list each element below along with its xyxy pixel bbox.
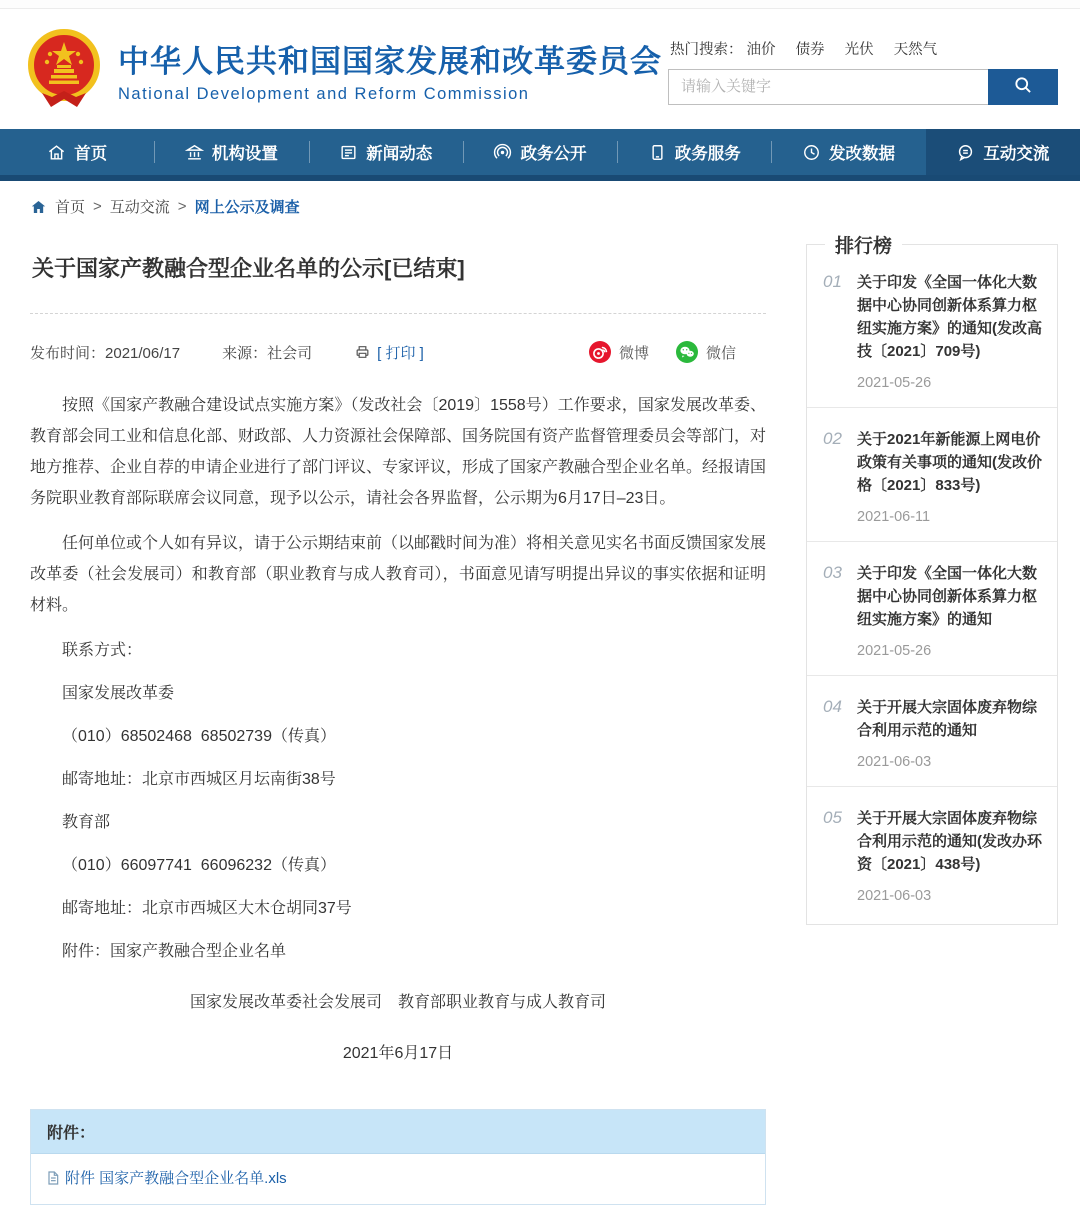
ranking-number: 05 <box>823 808 842 827</box>
print-button[interactable] <box>354 342 424 363</box>
home-icon <box>47 143 66 162</box>
nav-item-data[interactable] <box>771 129 925 175</box>
signature: 国家发展改革委社会发展司 教育部职业教育与成人教育司 <box>189 994 606 1011</box>
print-label: [ 打印 ] <box>377 344 424 362</box>
hot-search-term-bonds[interactable]: 债券 <box>795 41 825 58</box>
share-wechat-label: 微信 <box>705 344 736 362</box>
breadcrumb <box>0 181 1080 230</box>
attachment-box <box>30 1109 766 1205</box>
ranking-item-2[interactable] <box>807 408 1057 542</box>
source-value: 社会司 <box>267 344 313 362</box>
ranking-number: 02 <box>823 429 842 448</box>
nav-label: 发改数据 <box>829 145 896 163</box>
search-bar <box>668 69 1058 105</box>
article-paragraph: 按照《国家产教融合建设试点实施方案》（发改社会〔2019〕1558号）工作要求，国家发展改革委、教育部会同工业和信息化部、财政部、人力资源社会保障部、国务院国有资产监督管理委员会等部门，对地方推荐、企业自荐的申请企业进行了部门评议、专家评议，形成了国家产教融合型企业名单。经报请国务院职业教育部际联席会议同意，现予以公示，请社会各界监督，公示期为6月17日–23日。 <box>30 397 767 507</box>
site-header <box>0 9 1080 129</box>
main-navigation <box>0 129 1080 181</box>
hot-search-bar <box>670 38 1058 59</box>
source <box>222 342 312 363</box>
article-title: 关于国家产教融合型企业名单的公示[已结束] <box>32 256 465 281</box>
ranking-item-date: 2021-05-26 <box>857 375 932 391</box>
weibo-icon <box>588 340 612 364</box>
ranking-item-title[interactable]: 关于印发《全国一体化大数据中心协同创新体系算力枢纽实施方案》的通知(发改高技〔2021〕709号) <box>857 274 1042 360</box>
nav-item-organization[interactable] <box>154 129 308 175</box>
attachment-file-link[interactable] <box>45 1167 287 1188</box>
ranking-box <box>806 236 1058 925</box>
site-title-cn: 中华人民共和国国家发展和改革委员会 <box>118 44 662 79</box>
institution-icon <box>185 143 204 162</box>
ranking-sidebar <box>806 230 1058 1227</box>
breadcrumb-separator: > <box>177 198 187 215</box>
ranking-item-date: 2021-06-03 <box>857 754 932 770</box>
article-body <box>30 390 766 1069</box>
title-separator <box>30 313 766 314</box>
nav-label: 新闻动态 <box>366 145 433 163</box>
ranking-item-title[interactable]: 关于印发《全国一体化大数据中心协同创新体系算力枢纽实施方案》的通知 <box>857 565 1038 628</box>
chat-icon <box>956 143 975 162</box>
nav-label: 机构设置 <box>211 145 278 163</box>
breadcrumb-separator: > <box>93 198 102 215</box>
source-label: 来源： <box>222 344 268 362</box>
share-weibo-label: 微博 <box>618 344 649 362</box>
ranking-item-title[interactable]: 关于2021年新能源上网电价政策有关事项的通知(发改价格〔2021〕833号) <box>857 431 1042 494</box>
nav-item-home[interactable] <box>0 129 154 175</box>
ranking-item-date: 2021-05-26 <box>857 643 932 659</box>
share-weibo-button[interactable] <box>588 340 649 364</box>
news-icon <box>339 143 358 162</box>
publish-label: 发布时间： <box>30 344 106 362</box>
nav-item-interaction[interactable] <box>926 129 1080 175</box>
article-paragraph: 任何单位或个人如有异议，请于公示期结束前（以邮戳时间为准）将相关意见实名书面反馈国家发展改革委（社会发展司）和教育部（职业教育与成人教育司），书面意见请写明提出异议的事实依据和证明材料。 <box>30 535 767 614</box>
contact-line: 教育部 <box>62 814 111 831</box>
contact-line: 联系方式： <box>62 642 143 659</box>
contact-line: 邮寄地址：北京市西城区月坛南街38号 <box>62 771 336 788</box>
search-input[interactable] <box>668 69 988 105</box>
page-top-strip <box>0 0 1080 9</box>
contact-line: 国家发展改革委 <box>62 685 175 702</box>
ranking-number: 01 <box>823 272 842 291</box>
search-button[interactable] <box>988 69 1058 105</box>
header-search-area <box>668 36 1058 105</box>
file-icon <box>45 1170 61 1186</box>
ranking-title: 排行榜 <box>825 231 902 258</box>
sign-date: 2021年6月17日 <box>342 1045 454 1062</box>
contact-line: （010）66097741 66096232（传真） <box>62 857 336 874</box>
breadcrumb-home[interactable]: 首页 <box>55 199 86 216</box>
nav-item-services[interactable] <box>617 129 771 175</box>
home-icon <box>30 199 47 215</box>
hot-search-label: 热门搜索： <box>670 41 743 58</box>
breadcrumb-current[interactable]: 网上公示及调查 <box>194 199 300 216</box>
article-meta <box>30 340 766 364</box>
attachment-file-name: 附件 国家产教融合型企业名单.xls <box>65 1170 287 1187</box>
share-wechat-button[interactable] <box>675 340 736 364</box>
nav-label: 首页 <box>74 145 108 163</box>
ranking-item-1[interactable] <box>807 251 1057 408</box>
main-area <box>0 230 1080 1227</box>
contact-line: 邮寄地址：北京市西城区大木仓胡同37号 <box>62 900 352 917</box>
clock-icon <box>802 143 821 162</box>
search-icon <box>1013 75 1033 98</box>
ranking-item-title[interactable]: 关于开展大宗固体废弃物综合利用示范的通知(发改办环资〔2021〕438号) <box>857 810 1042 873</box>
national-emblem-logo <box>24 27 104 113</box>
ranking-number: 03 <box>823 563 842 582</box>
wechat-icon <box>675 340 699 364</box>
hot-search-term-pv[interactable]: 光伏 <box>844 41 874 58</box>
site-title-en: National Development and Reform Commission <box>118 85 530 103</box>
nav-label: 政务服务 <box>674 145 741 163</box>
ranking-item-5[interactable] <box>807 787 1057 920</box>
publish-date: 2021/06/17 <box>105 344 181 362</box>
breadcrumb-interaction[interactable]: 互动交流 <box>109 199 170 216</box>
nav-item-news[interactable] <box>309 129 463 175</box>
ranking-item-4[interactable] <box>807 676 1057 787</box>
ranking-item-title[interactable]: 关于开展大宗固体废弃物综合利用示范的通知 <box>857 699 1038 739</box>
ranking-item-date: 2021-06-11 <box>857 509 931 525</box>
broadcast-icon <box>493 143 512 162</box>
article-content <box>30 230 806 1227</box>
ranking-item-date: 2021-06-03 <box>857 888 932 904</box>
publish-time <box>30 342 180 363</box>
ranking-number: 04 <box>823 697 842 716</box>
nav-item-public-affairs[interactable] <box>463 129 617 175</box>
contact-line: （010）68502468 68502739（传真） <box>62 728 336 745</box>
printer-icon <box>354 344 371 360</box>
ranking-item-3[interactable] <box>807 542 1057 676</box>
attachment-header: 附件： <box>31 1110 765 1154</box>
nav-label: 互动交流 <box>983 145 1050 163</box>
document-icon <box>648 143 667 162</box>
site-title-block <box>118 36 668 104</box>
attachment-body <box>31 1154 765 1204</box>
nav-label: 政务公开 <box>520 145 587 163</box>
contact-line: 附件：国家产教融合型企业名单 <box>62 943 287 960</box>
share-bar <box>588 340 766 364</box>
hot-search-term-oil[interactable]: 油价 <box>746 41 776 58</box>
hot-search-term-gas[interactable]: 天然气 <box>893 41 938 58</box>
